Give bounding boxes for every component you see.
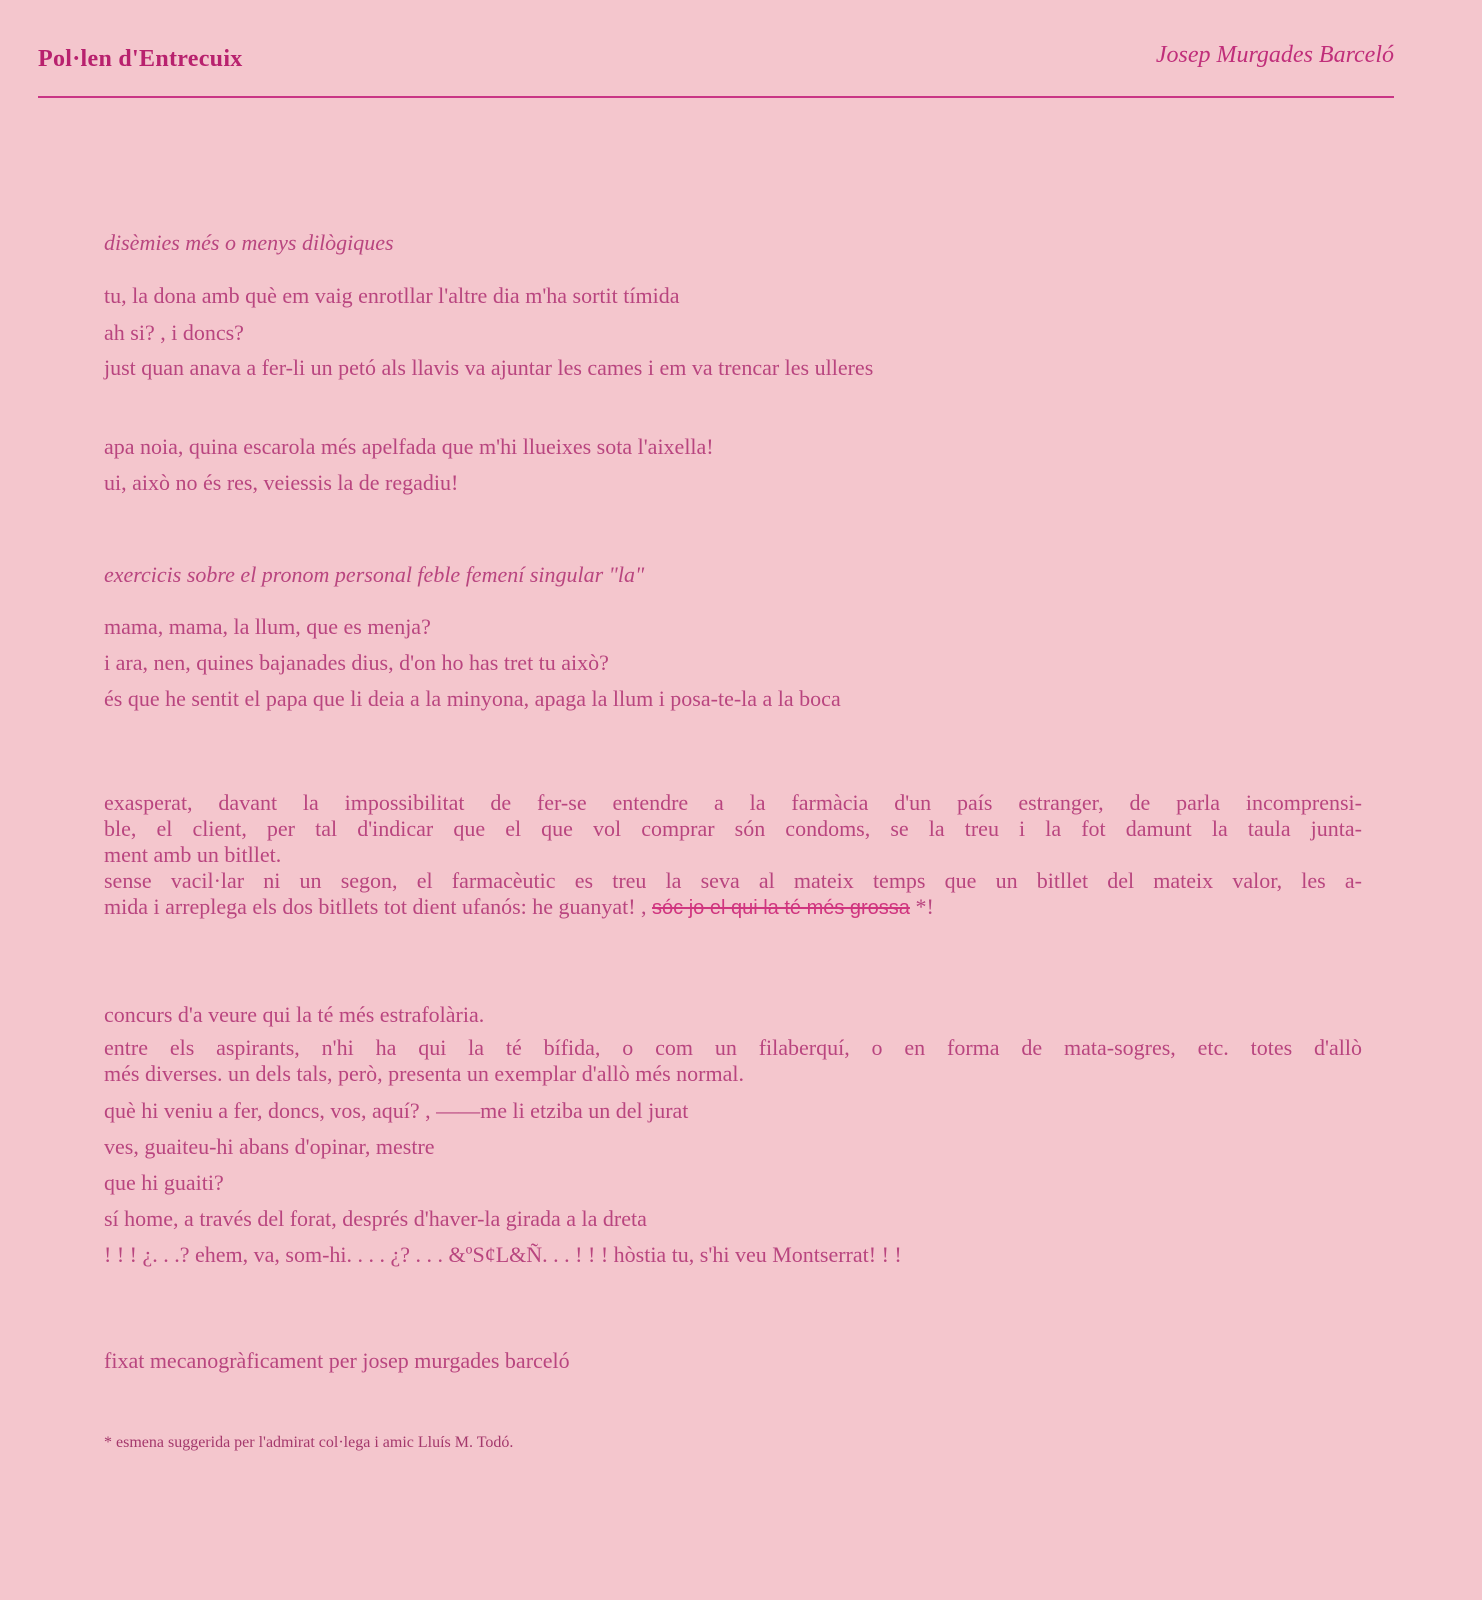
journal-title: Pol·len d'Entrecuix [38,46,243,72]
header-rule [38,96,1394,98]
dialog-line: just quan anava a fer-li un petó als llavis va ajuntar les cames i em va trencar les ulleres [104,355,874,380]
concurs-line: que hi guaiti? [104,1170,224,1195]
page-header [38,40,1394,100]
concurs-line: concurs d'a veure qui la té més estrafolària. [104,1002,485,1027]
paragraph-line: entre els aspirants, n'hi ha qui la té bífida, o com un filaberquí, o en forma de mata-sogres, etc. totes d'allò [104,1035,1362,1060]
section-heading-pronom: exercicis sobre el pronom personal feble femení singular "la" [104,562,645,587]
paragraph-line: sense vacil·lar ni un segon, el farmacèutic es treu la seva al mateix temps que un bitllet del mateix valor, les a- [104,868,1362,893]
farmacia-paragraph [104,790,1362,921]
paragraph-line: exasperat, davant la impossibilitat de fer-se entendre a la farmàcia d'un país estranger, de parla incomprensi- [104,790,1362,815]
concurs-line: què hi veniu a fer, doncs, vos, aquí? , ——me li etziba un del jurat [104,1098,689,1123]
section-heading-disemies: disèmies més o menys dilògiques [104,230,394,255]
dialog-line: tu, la dona amb què em vaig enrotllar l'altre dia m'ha sortit tímida [104,283,680,308]
dialog-line: ui, això no és res, veiessis la de regadiu! [104,470,459,495]
concurs-line: ves, guaiteu-hi abans d'opinar, mestre [104,1134,435,1159]
dialog-line: apa noia, quina escarola més apelfada que m'hi llueixes sota l'aixella! [104,434,714,459]
concurs-line: ! ! ! ¿. . .? ehem, va, som-hi. . . . ¿? . . . &ºS¢L&Ñ. . . ! ! ! hòstia tu, s'hi veu Montserrat! ! ! [104,1242,902,1267]
paragraph-line: més diverses. un dels tals, però, presenta un exemplar d'allò més normal. [104,1061,744,1086]
struck-text: sóc jo el qui la té més grossa [652,897,910,919]
footnote: * esmena suggerida per l'admirat col·lega i amic Lluís M. Todó. [104,1434,514,1451]
dialog-line: mama, mama, la llum, que es menja? [104,614,431,639]
author-name: Josep Murgades Barceló [1155,42,1394,68]
signature: fixat mecanogràficament per josep murgades barceló [104,1348,570,1373]
paragraph-line: ble, el client, per tal d'indicar que el que vol comprar són condoms, se la treu i la fot damunt la taula junta- [104,816,1362,841]
paragraph-line: ment amb un bitllet. [104,842,282,867]
dialog-line: i ara, nen, quines bajanades dius, d'on ho has tret tu això? [104,650,609,675]
paragraph-line-final [104,894,1362,921]
concurs-paragraph [104,1035,1362,1087]
concurs-line: sí home, a través del forat, després d'haver-la girada a la dreta [104,1206,647,1231]
dialog-line: ah si? , i doncs? [104,320,244,345]
footnote-mark: *! [915,894,934,919]
paragraph-line: mida i arreplega els dos bitllets tot dient ufanós: he guanyat! , [104,894,647,919]
dialog-line: és que he sentit el papa que li deia a la minyona, apaga la llum i posa-te-la a la boca [104,686,841,711]
